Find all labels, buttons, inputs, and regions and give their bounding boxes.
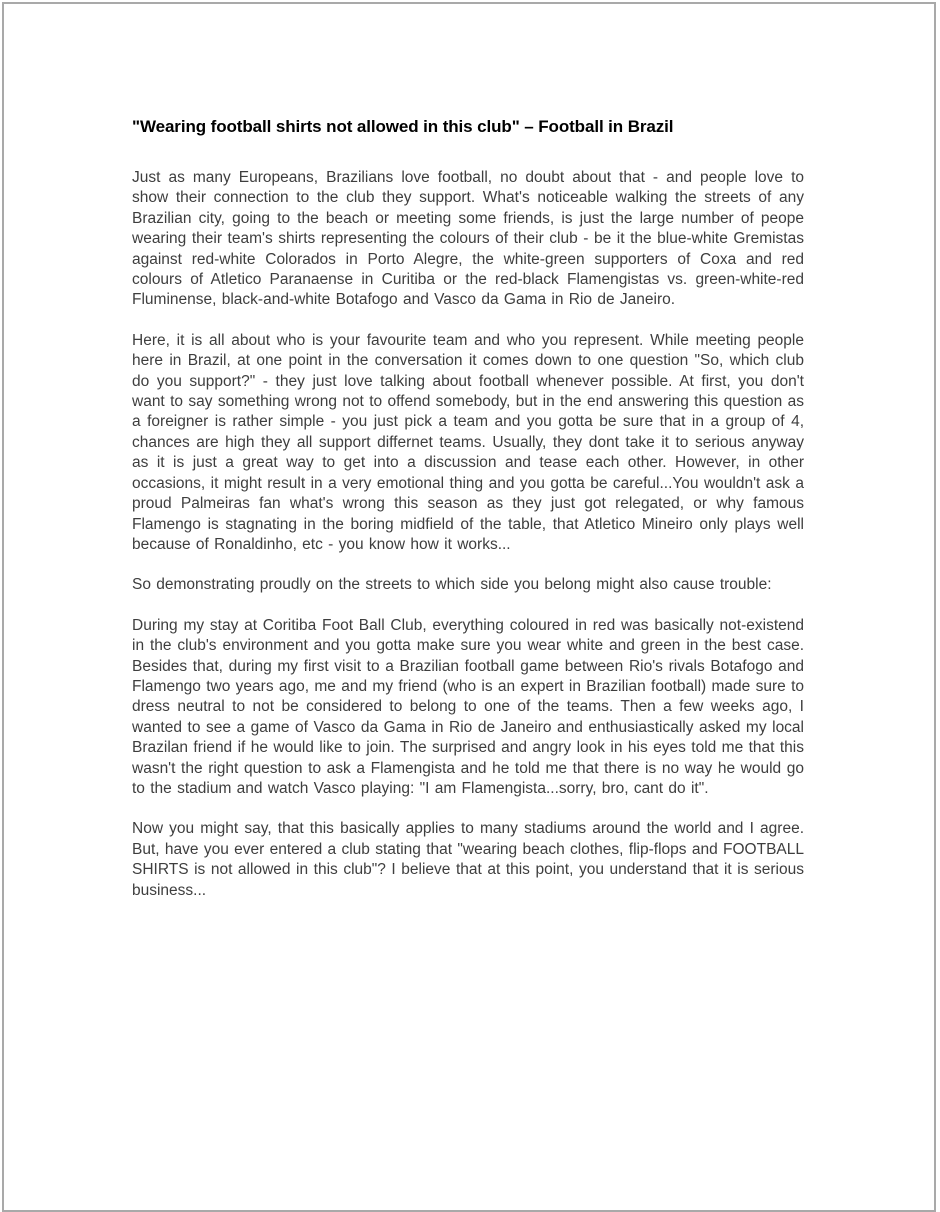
- document-content: [4, 4, 934, 901]
- paragraph-coritiba-story: During my stay at Coritiba Foot Ball Club, everything coloured in red was basically not-existend in the club's environment and you gotta make sure you wear white and green in the best case. Besides that, during my first visit to a Brazilian football game between Rio's rivals Botafogo and Flamengo two years ago, me and my friend (who is an expert in Brazilian football) made sure to dress neutral to not be considered to belong to one of the teams. Then a few weeks ago, I wanted to see a game of Vasco da Gama in Rio de Janeiro and enthusiastically asked my local Brazilan friend if he would like to join. The surprised and angry look in his eyes told me that this wasn't the right question to ask a Flamengista and he told me that there is no way he would go to the stadium and watch Vasco playing: "I am Flamengista...sorry, bro, cant do it".: [132, 616, 804, 797]
- paragraph-trouble: So demonstrating proudly on the streets to which side you belong might also cause trouble:: [132, 576, 772, 594]
- paragraph-intro: Just as many Europeans, Brazilians love football, no doubt about that - and people love to show their connection to the club they support. What's noticeable walking the streets of any Brazilian city, going to the beach or meeting some friends, is just the large number of peope wearing their team's shirts representing the colours of their club - be it the blue-white Gremistas against red-white Colorados in Porto Alegre, the white-green supporters of Coxa and red colours of Atletico Paranaense in Curitiba or the red-black Flamengistas vs. green-white-red Fluminense, black-and-white Botafogo and Vasco da Gama in Rio de Janeiro.: [132, 169, 804, 309]
- paragraph-favourite-team: Here, it is all about who is your favourite team and who you represent. While meeting people here in Brazil, at one point in the conversation it comes down to one question "So, which club do you support?" - they just love talking about football whenever possible. At first, you don't want to say something wrong not to offend somebody, but in the end answering this question as a foreigner is rather simple - you just pick a team and you gotta be sure that in a group of 4, chances are high they all support differnet teams. Usually, they dont take it to serious anyway as it is just a great way to get into a discussion and tease each other. However, in other occasions, it might result in a very emotional thing and you gotta be careful...You wouldn't ask a proud Palmeiras fan what's wrong this season as they just got relegated, or why famous Flamengo is stagnating in the boring midfield of the table, that Atletico Mineiro only plays well because of Ronaldinho, etc - you know how it works...: [132, 331, 804, 553]
- document-title: "Wearing football shirts not allowed in this club" – Football in Brazil: [132, 117, 674, 136]
- document-page: [2, 2, 936, 1212]
- paragraph-conclusion: Now you might say, that this basically applies to many stadiums around the world and I agree. But, have you ever entered a club stating that "wearing beach clothes, flip-flops and FOOTBALL SHIRTS is not allowed in this club"? I believe that at this point, you understand that it is serious business...: [132, 820, 804, 899]
